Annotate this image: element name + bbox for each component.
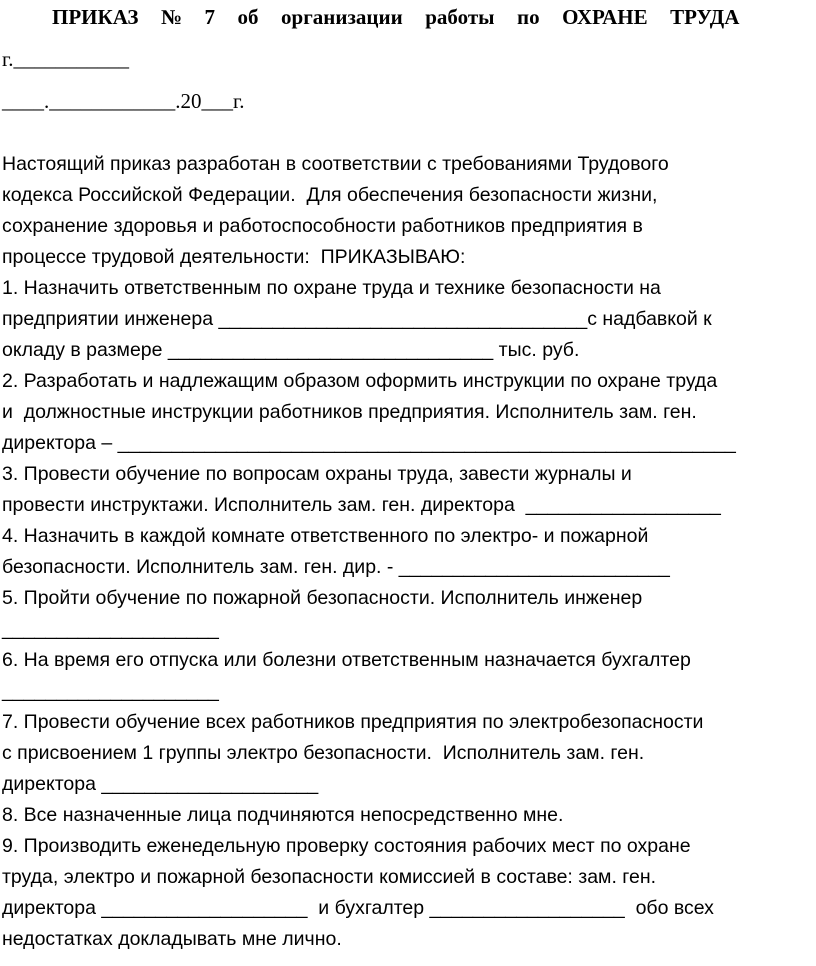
text-line: Настоящий приказ разработан в соответствии с требованиями Трудового bbox=[2, 153, 669, 175]
date-line: ____.____________.20___г. bbox=[2, 89, 245, 113]
text-line: ____________________ bbox=[2, 680, 219, 702]
text-line: директора ___________________ и бухгалтер __________________ обо всех bbox=[2, 897, 714, 919]
document-title: ПРИКАЗ № 7 об организации работы по ОХРАНЕ ТРУДА bbox=[52, 5, 740, 29]
text-line: труда, электро и пожарной безопасности комиссией в составе: зам. ген. bbox=[2, 866, 657, 888]
order-item-8: 8. Все назначенные лица подчиняются непосредственно мне. bbox=[2, 804, 564, 826]
text-line: ____________________ bbox=[2, 618, 219, 640]
order-item-5: 5. Пройти обучение по пожарной безопасности. Исполнитель инженер bbox=[2, 587, 643, 609]
text-line: с присвоением 1 группы электро безопасности. Исполнитель зам. ген. bbox=[2, 742, 645, 764]
text-line: предприятии инженера __________________________________с надбавкой к bbox=[2, 308, 712, 330]
text-line: безопасности. Исполнитель зам. ген. дир. - _________________________ bbox=[2, 556, 670, 578]
order-item-2: 2. Разработать и надлежащим образом оформить инструкции по охране труда bbox=[2, 370, 718, 392]
text-line: сохранение здоровья и работоспособности работников предприятия в bbox=[2, 215, 643, 237]
text-line: кодекса Российской Федерации. Для обеспечения безопасности жизни, bbox=[2, 184, 658, 206]
place-line: г.___________ bbox=[2, 47, 129, 71]
order-item-7: 7. Провести обучение всех работников предприятия по электробезопасности bbox=[2, 711, 704, 733]
order-item-3: 3. Провести обучение по вопросам охраны труда, завести журналы и bbox=[2, 463, 632, 485]
text-line: окладу в размере ______________________________ тыс. руб. bbox=[2, 339, 580, 361]
text-line: провести инструктажи. Исполнитель зам. ген. директора __________________ bbox=[2, 494, 721, 516]
order-item-4: 4. Назначить в каждой комнате ответственного по электро- и пожарной bbox=[2, 525, 649, 547]
order-item-1: 1. Назначить ответственным по охране труда и технике безопасности на bbox=[2, 277, 661, 299]
text-line: директора – _________________________________________________________ bbox=[2, 432, 736, 454]
text-line: недостатках докладывать мне лично. bbox=[2, 928, 342, 950]
text-line: директора ____________________ bbox=[2, 773, 319, 795]
text-line: процессе трудовой деятельности: ПРИКАЗЫВАЮ: bbox=[2, 246, 466, 268]
text-line: и должностные инструкции работников предприятия. Исполнитель зам. ген. bbox=[2, 401, 697, 423]
order-item-6: 6. На время его отпуска или болезни ответственным назначается бухгалтер bbox=[2, 649, 691, 671]
order-item-9: 9. Производить еженедельную проверку состояния рабочих мест по охране bbox=[2, 835, 691, 857]
